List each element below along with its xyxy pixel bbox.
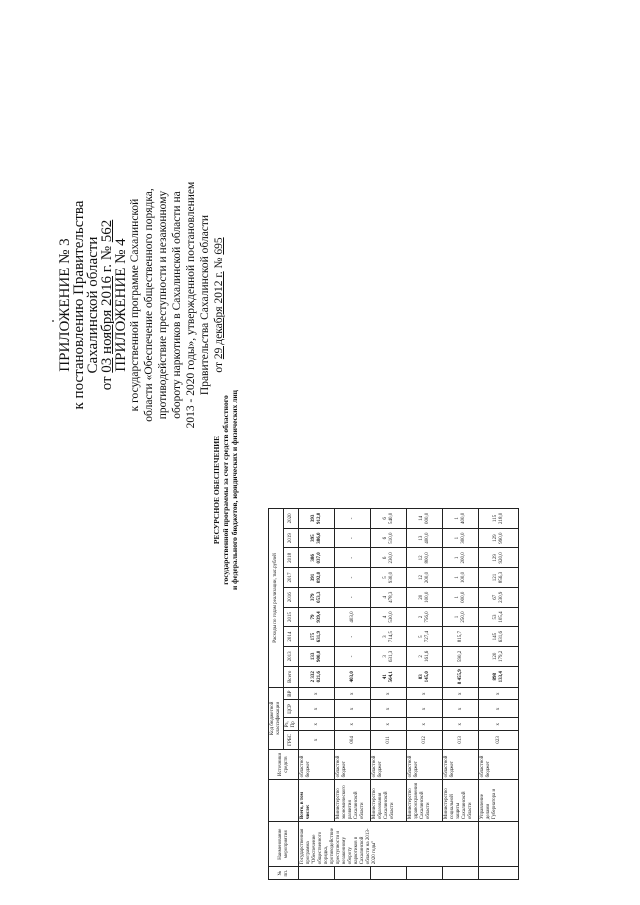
appendix-header — [58, 65, 226, 545]
title-sub-1: государственной программы за счет средств областного — [221, 395, 230, 585]
executor-cell: Управление делами Губернатора и — [479, 780, 519, 822]
title-main: РЕСУРСНОЕ ОБЕСПЕЧЕНИЕ — [212, 435, 221, 545]
source-cell: областной бюджет — [479, 749, 519, 780]
source-cell: областной бюджет — [443, 749, 479, 780]
title-sub-2: и федерального бюджетов, юридических и физических лиц — [230, 390, 239, 591]
col-code-header: Код бюджетной классификации — [269, 687, 284, 749]
executor-cell: Министерство экономического развития Сахалинской области — [335, 780, 371, 822]
program-name-cell: Государственная программа "Обеспечение общественного порядка, противодействие преступности и незаконному обороту наркотиков в Сахалинской области на 2013-2020 годы" — [299, 822, 479, 867]
col-source-header: Источники средств — [269, 749, 299, 780]
program-line-2: области «Обеспечение общественного порядка, — [143, 188, 155, 422]
decree-date-line: от 03 ноября 2016 г. № 562 — [99, 219, 115, 391]
col-year-header: 2017 — [284, 568, 299, 588]
program-number: 695 — [213, 237, 225, 255]
program-line-1: к государственной программе Сахалинской — [129, 198, 141, 412]
row-number — [299, 867, 335, 880]
col-rz-header: Рз, Пр — [284, 718, 299, 731]
table-row: Министерство образования Сахалинской области областной бюджет 011 х х х 41 564,1 3 631,3 3 714,5 4 530,0 4 478,3 5 930,0 6 230,0 6 510,0 6 540,0 — [371, 509, 407, 880]
executor-cell: Министерство образования Сахалинской области — [371, 780, 407, 822]
executor-cell: Министерство социальной защиты Сахалинской области — [443, 780, 479, 822]
col-grbs-header: ГРБС — [284, 731, 299, 749]
col-year-header: 2013 — [284, 647, 299, 667]
program-line-4: обороту наркотиков в Сахалинской области на — [171, 191, 183, 419]
resource-table-grid — [268, 508, 519, 880]
executor-cell: Министерство здравоохранения Сахалинской области — [407, 780, 443, 822]
program-date-line: от 29 декабря 2012 г. № 695 — [213, 237, 225, 373]
total-cell: 403,0 — [335, 666, 371, 687]
program-line-3: противодействие преступности и незаконному — [157, 190, 169, 420]
decree-date-day: 03 — [99, 357, 115, 373]
program-line-6: Правительства Сахалинской области — [199, 214, 211, 396]
decree-date-month-year: ноября 2016 — [99, 276, 115, 354]
col-year-header: 2018 — [284, 548, 299, 568]
col-year-header: 2014 — [284, 627, 299, 647]
source-cell: областной бюджет — [407, 749, 443, 780]
col-year-header: 2020 — [284, 509, 299, 529]
col-year-header: 2016 — [284, 587, 299, 607]
executor-cell: Всего, в том числе: — [299, 780, 335, 822]
total-cell: 41 564,1 — [371, 666, 407, 687]
col-total-header: Всего — [284, 666, 299, 687]
program-date: 29 декабря 2012 г. — [213, 271, 225, 360]
col-executor-header — [269, 780, 299, 822]
program-line-5: 2013 - 2020 годы», утвержденной постановлением — [185, 181, 197, 429]
total-cell: 83 145,0 — [407, 666, 443, 687]
appendix-3-title: ПРИЛОЖЕНИЕ № 3 — [57, 238, 73, 372]
decree-number: 562 — [99, 219, 115, 243]
total-cell: 8 455,9 — [443, 666, 479, 687]
appendix-4-title: ПРИЛОЖЕНИЕ № 4 — [113, 238, 129, 372]
table-row: Управление делами Губернатора и областной бюджет 023 х х х 898 133,4 120 179,2 145 631,6 53 105,4 67 230,9 121 856,3 129 920,0 129 990,0 115 218,0 — [479, 509, 519, 880]
document-title — [212, 325, 239, 655]
col-vr-header: ВР — [284, 687, 299, 700]
col-year-header: 2019 — [284, 528, 299, 548]
table-header-row — [269, 509, 284, 880]
resource-table — [268, 508, 519, 880]
col-name-header: Наименование мероприятия — [269, 822, 299, 867]
source-cell: областной бюджет — [299, 749, 335, 780]
decree-line: к постановлению Правительства — [71, 200, 87, 410]
table-row: Министерство социальной защиты Сахалинской области областной бюджет 013 х х х 8 455,9 590,2 815,7 1 250,0 1 000,0 1 100,0 1 200,0 1 300,0 1 400,0 — [443, 509, 479, 880]
col-expenses-header: Расходы по годам реализации, тыс.рублей — [269, 509, 284, 688]
table-row: Министерство экономического развития Сахалинской области областной бюджет 004 х х х 403,0 - - 403,0 - - - - - — [335, 509, 371, 880]
source-cell: областной бюджет — [371, 749, 407, 780]
col-num-header: № пп. — [269, 867, 299, 880]
scan-speck — [52, 320, 54, 322]
total-cell: 898 133,4 — [479, 666, 519, 687]
col-csr-header: ЦСР — [284, 700, 299, 718]
col-year-header: 2015 — [284, 607, 299, 627]
total-cell: 2 332 021,6 — [299, 666, 335, 687]
table-row: Государственная программа "Обеспечение общественного порядка, противодействие преступности и незаконному обороту наркотиков в Сахалинской области на 2013-2020 годы" Всего, в том числе: областной бюджет х х х х 2 332 021,6 133 900,0 175 631,9 79 939,4 379 053,3 391 092,0 386 037,0 395 386,0 393 912,0 — [299, 509, 335, 880]
table-row: Министерство здравоохранения Сахалинской области областной бюджет 012 х х х 83 145,0 2 161,6 5 727,4 2 756,0 20 100,0 12 200,0 12 800,0 13 400,0 14 000,0 — [407, 509, 443, 880]
region-line: Сахалинской области — [85, 236, 101, 374]
source-cell: областной бюджет — [335, 749, 371, 780]
